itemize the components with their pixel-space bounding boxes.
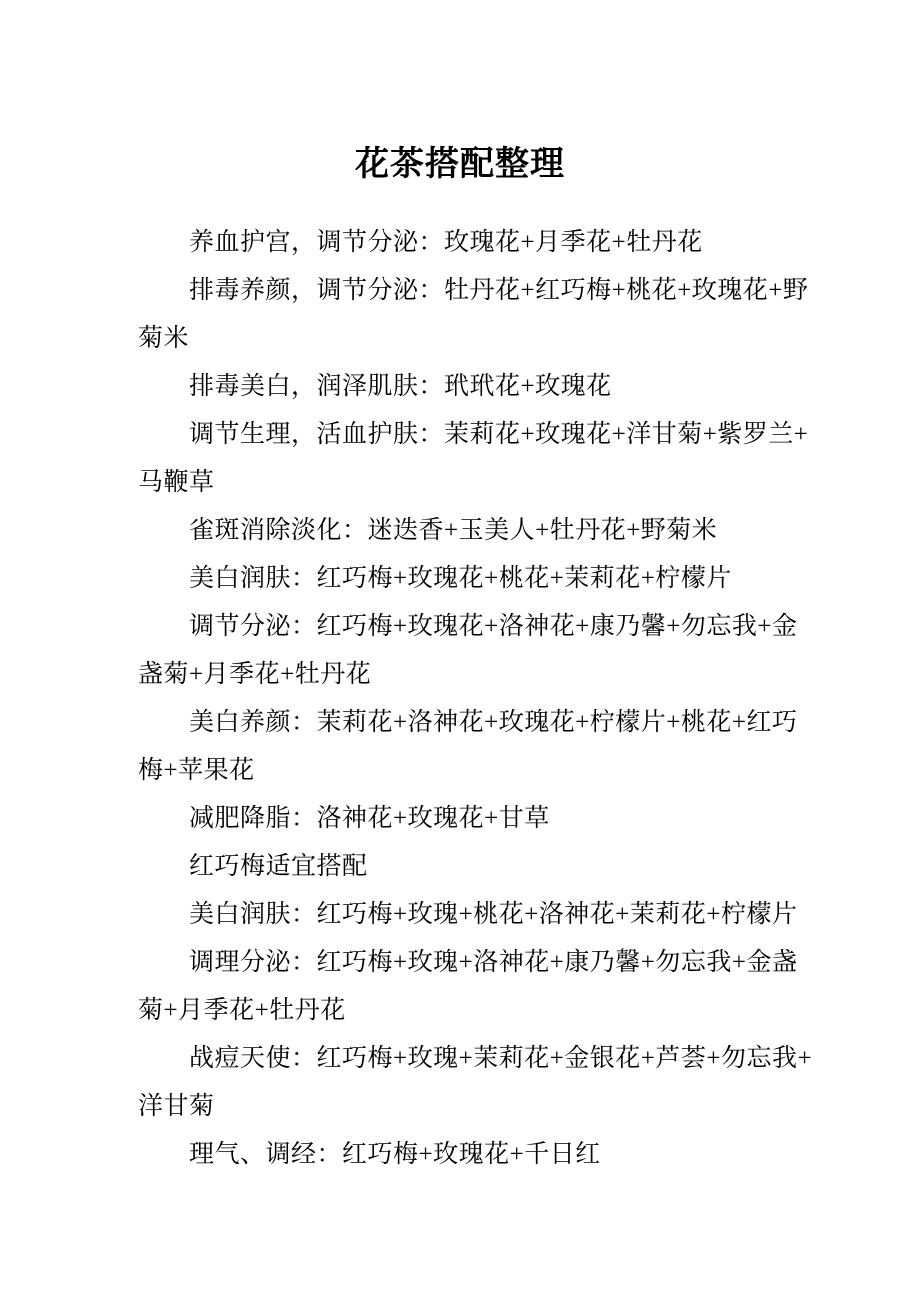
text-line: 菊米 <box>138 325 190 352</box>
text-line: 美白润肤：红巧梅+玫瑰花+桃花+茉莉花+柠檬片 <box>189 565 732 592</box>
document-title: 花茶搭配整理 <box>355 146 565 183</box>
text-line: 菊+月季花+牡丹花 <box>138 997 346 1024</box>
text-line: 雀斑消除淡化：迷迭香+玉美人+牡丹花+野菊米 <box>189 517 718 544</box>
text-line: 红巧梅适宜搭配 <box>189 853 368 880</box>
text-line: 美白润肤：红巧梅+玫瑰+桃花+洛神花+茉莉花+柠檬片 <box>189 901 798 928</box>
text-line: 盏菊+月季花+牡丹花 <box>138 661 372 688</box>
text-line: 调节分泌：红巧梅+玫瑰花+洛神花+康乃馨+勿忘我+金 <box>189 613 798 640</box>
text-line: 理气、调经：红巧梅+玫瑰花+千日红 <box>189 1141 601 1168</box>
text-line: 养血护宫，调节分泌：玫瑰花+月季花+牡丹花 <box>189 229 703 256</box>
text-line: 马鞭草 <box>138 469 215 496</box>
text-line: 排毒美白，润泽肌肤：玳玳花+玫瑰花 <box>189 373 612 400</box>
text-line: 排毒养颜，调节分泌：牡丹花+红巧梅+桃花+玫瑰花+野 <box>189 277 809 304</box>
text-line: 调节生理，活血护肤：茉莉花+玫瑰花+洋甘菊+紫罗兰+ <box>189 421 809 448</box>
text-line: 调理分泌：红巧梅+玫瑰+洛神花+康乃馨+勿忘我+金盏 <box>189 949 798 976</box>
text-line: 洋甘菊 <box>138 1093 215 1120</box>
text-line: 美白养颜：茉莉花+洛神花+玫瑰花+柠檬片+桃花+红巧 <box>189 709 798 736</box>
text-line: 减肥降脂：洛神花+玫瑰花+甘草 <box>189 805 550 832</box>
document-body <box>138 219 813 1179</box>
text-line: 梅+苹果花 <box>138 757 255 784</box>
text-line: 战痘天使：红巧梅+玫瑰+茉莉花+金银花+芦荟+勿忘我+ <box>189 1045 813 1072</box>
